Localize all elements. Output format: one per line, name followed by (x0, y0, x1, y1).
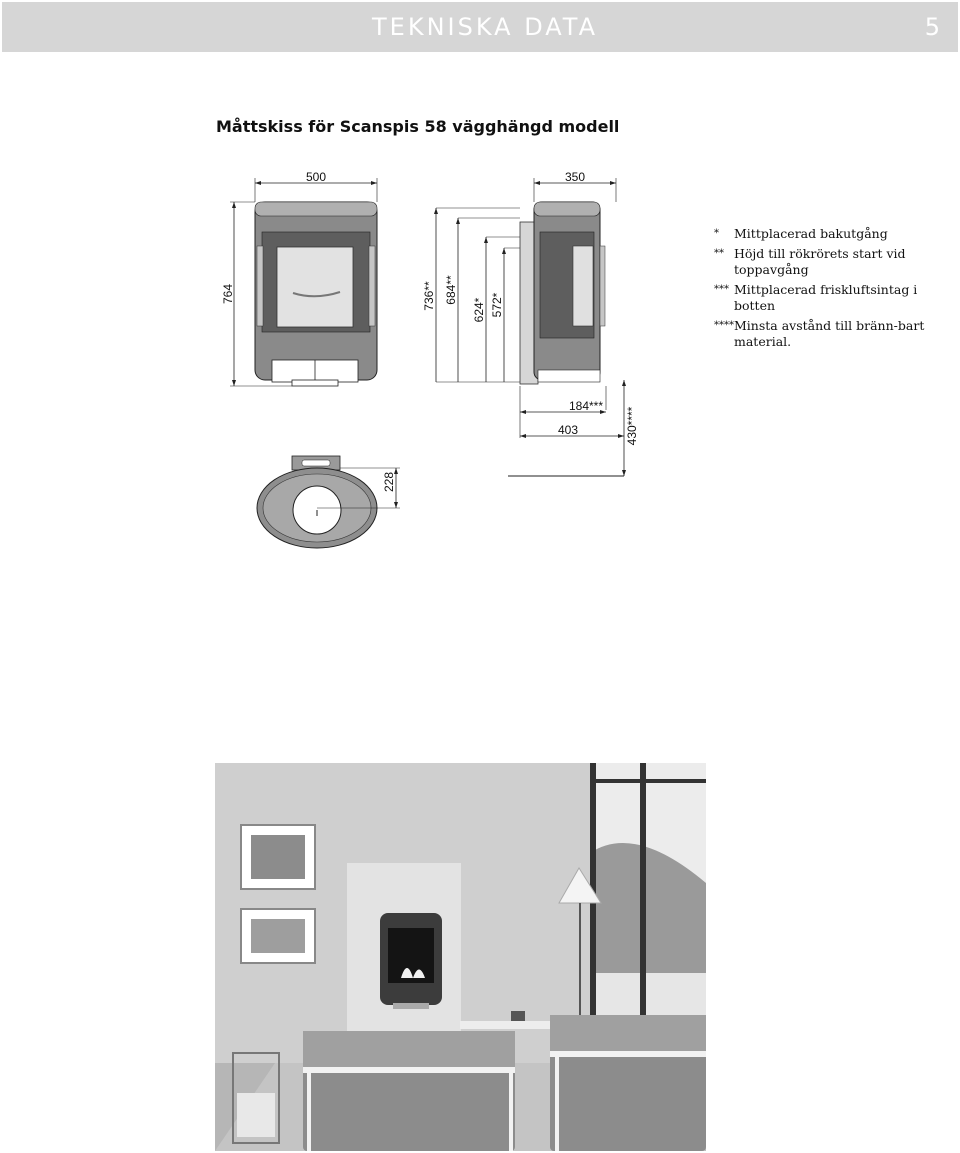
dim-h-736: 736** (422, 281, 436, 311)
room-photo (215, 763, 706, 1151)
dim-width-front: 500 (305, 170, 327, 184)
footnote-mark: **** (714, 320, 734, 331)
side-view (520, 202, 605, 384)
dim-d-228: 228 (382, 471, 396, 493)
footnote-mark: *** (714, 284, 729, 295)
dim-h-624: 624* (472, 297, 486, 323)
page-title: TEKNISKA DATA (372, 13, 599, 41)
header-bar (2, 2, 958, 52)
front-view (255, 202, 377, 386)
footnote-mark: * (714, 228, 719, 239)
footnote-text: Mittplacerad friskluftsintag i botten (734, 282, 918, 313)
dim-d-403: 403 (557, 423, 579, 437)
dimension-drawing (200, 160, 660, 560)
footnote-4 (714, 318, 954, 350)
dim-h-572: 572* (490, 292, 504, 318)
page-number: 5 (924, 13, 940, 41)
top-view (257, 456, 377, 548)
footnote-1 (714, 226, 954, 242)
drawing-heading: Måttskiss för Scanspis 58 vägghängd modell (216, 117, 620, 136)
dim-depth-side: 350 (564, 170, 586, 184)
footnote-text: Minsta avstånd till bränn-bart material. (734, 318, 925, 349)
footnote-text: Mittplacerad bakutgång (734, 226, 888, 241)
dim-height-total: 764 (221, 283, 235, 305)
footnotes (714, 226, 954, 354)
dim-d-430: 430**** (625, 406, 639, 446)
footnote-text: Höjd till rökrörets start vid toppavgång (734, 246, 906, 277)
footnote-3 (714, 282, 954, 314)
footnote-mark: ** (714, 248, 724, 259)
dim-h-684: 684** (444, 275, 458, 305)
footnote-2 (714, 246, 954, 278)
dim-d-184: 184*** (568, 399, 604, 413)
